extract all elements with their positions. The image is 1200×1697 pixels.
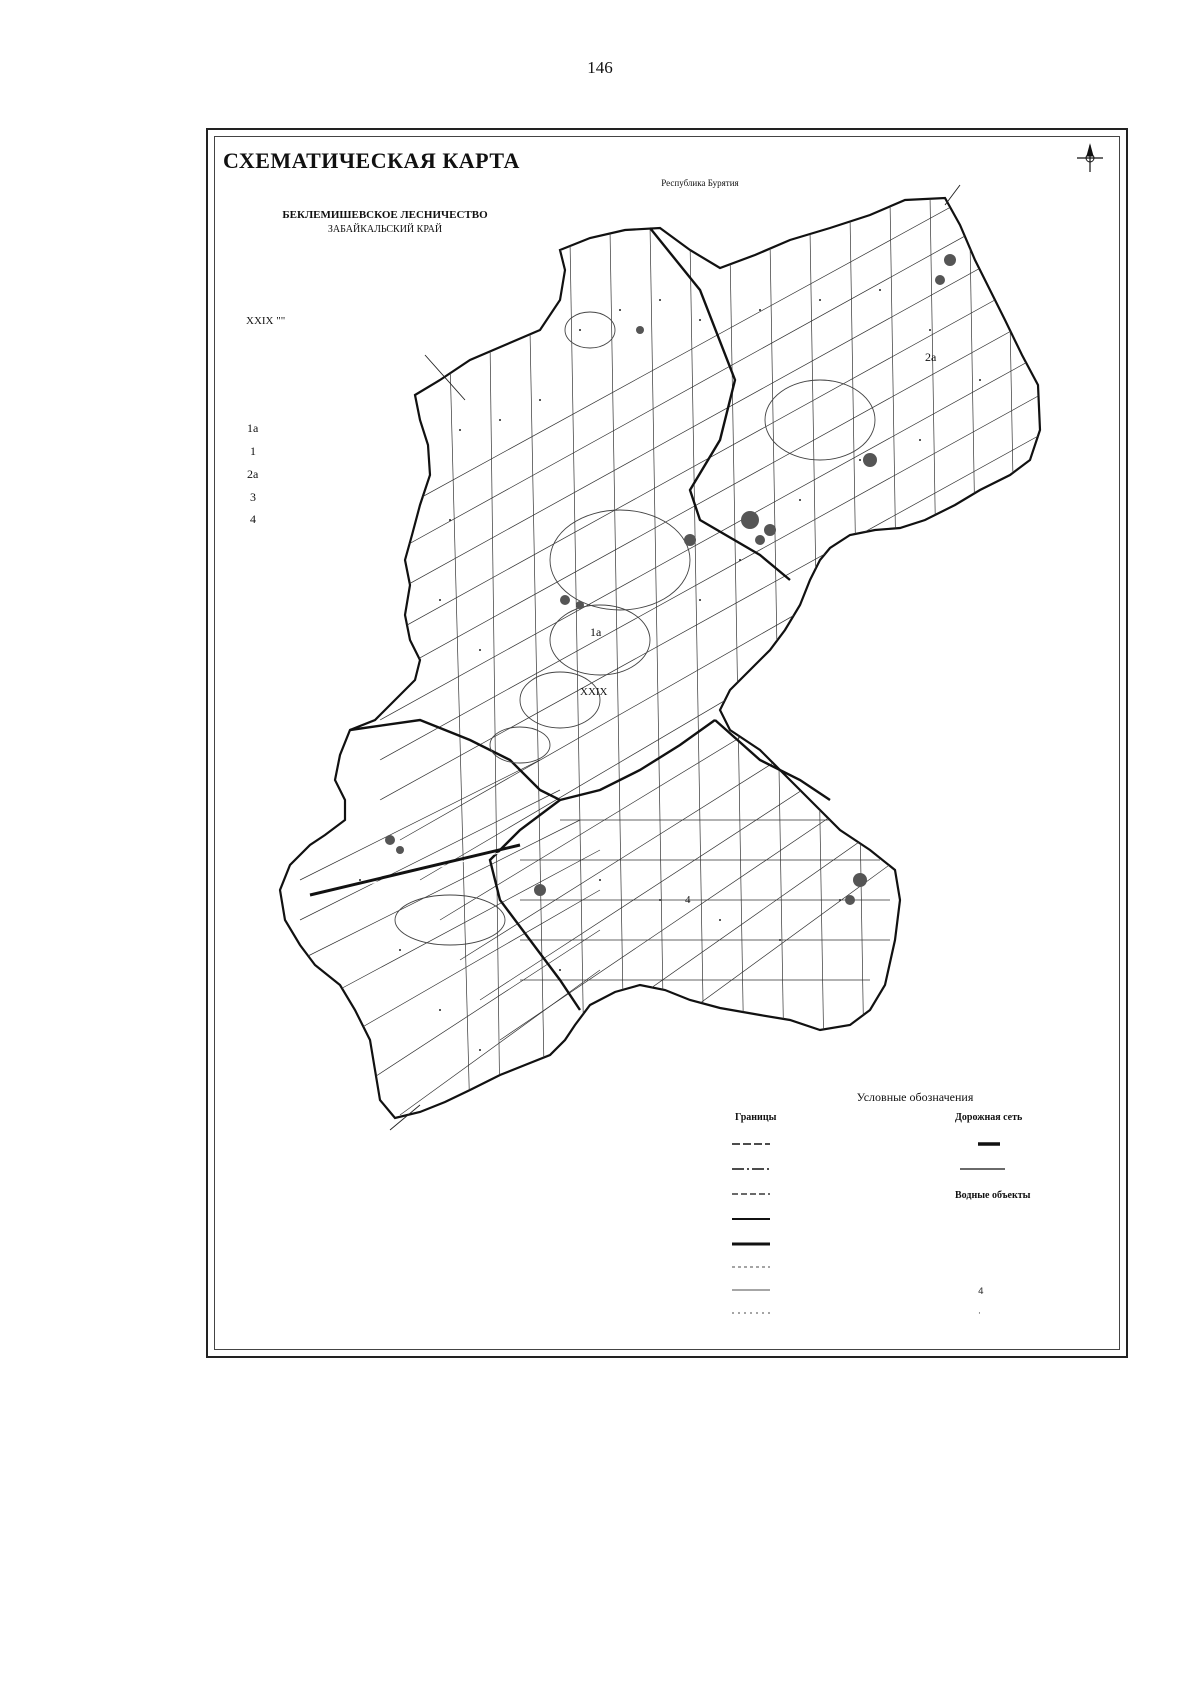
label-xxix: XXIX <box>580 686 608 698</box>
borders-header: Границы <box>735 1112 777 1123</box>
label-zone-2a: 2а <box>925 350 937 364</box>
svg-text:4: 4 <box>978 1287 984 1297</box>
quarter-dots <box>359 289 981 1051</box>
region-name: ЗАБАЙКАЛЬСКИЙ КРАЙ <box>327 224 443 235</box>
quarter-grid <box>300 180 1040 1120</box>
district-key-1: 1 <box>250 444 256 458</box>
road-header: Дорожная сеть <box>955 1112 1023 1123</box>
svg-text:·: · <box>978 1309 981 1319</box>
municipal-item: XXIX "" <box>246 315 286 327</box>
label-zone-4: 4 <box>685 894 691 906</box>
district-key-2a: 2а <box>247 467 259 481</box>
legend-title: Условные обозначения <box>856 1090 974 1104</box>
marsh-clusters <box>385 254 956 905</box>
compass-icon <box>1077 145 1103 172</box>
district-boundaries <box>350 228 830 1010</box>
road <box>310 845 520 898</box>
map-title: СХЕМАТИЧЕСКАЯ КАРТА <box>223 148 520 173</box>
page-number: 146 <box>587 58 613 77</box>
district-key-1a: 1а <box>247 421 259 435</box>
district-key-4: 4 <box>250 512 256 526</box>
legend-line-samples <box>732 1144 1005 1313</box>
label-zone-1a: 1а <box>590 625 602 639</box>
label-north: Республика Бурятия <box>661 178 739 188</box>
legend-water-symbols <box>978 1287 984 1319</box>
forestry-name: БЕКЛЕМИШЕВСКОЕ ЛЕСНИЧЕСТВО <box>282 209 488 221</box>
water-header: Водные объекты <box>955 1190 1031 1201</box>
district-key-3: 3 <box>250 490 256 504</box>
